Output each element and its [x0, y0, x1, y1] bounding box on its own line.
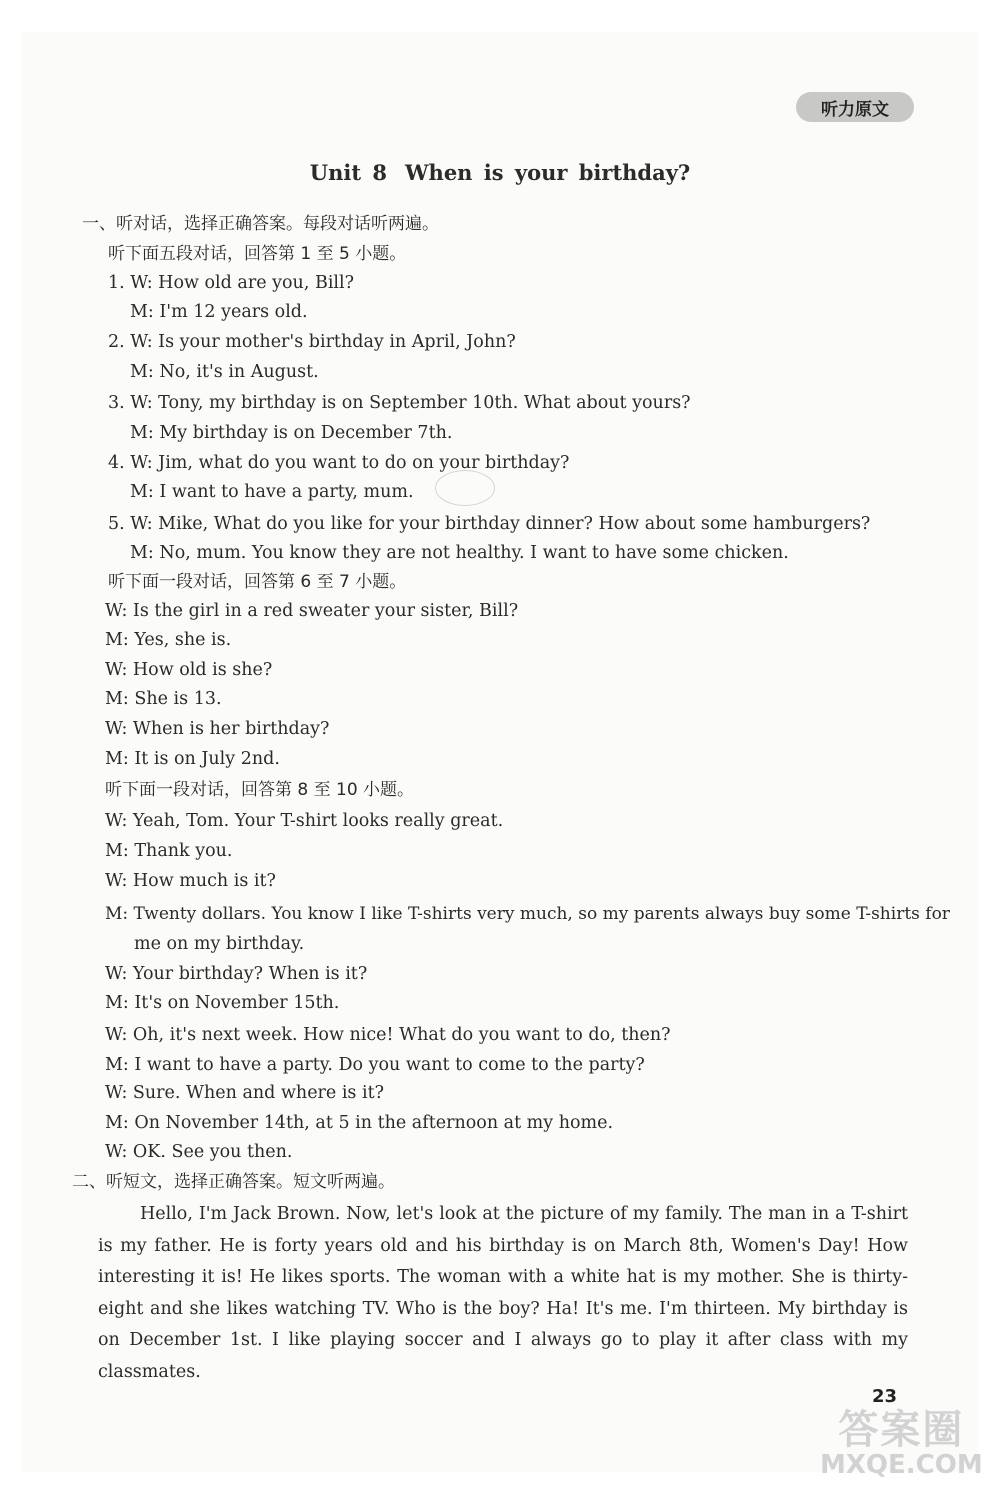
unit-title: When is your birthday? [404, 160, 691, 185]
dialogue-line: 1. W: How old are you, Bill? [108, 273, 354, 293]
header-tab-label: 听力原文 [821, 99, 889, 120]
section2-heading: 二、听短文，选择正确答案。短文听两遍。 [72, 1172, 395, 1192]
dialogue-line: M: I want to have a party. Do you want to come to the party? [105, 1055, 645, 1075]
dialogue-line: 3. W: Tony, my birthday is on September 10th. What about yours? [108, 393, 691, 413]
passage: Hello, I'm Jack Brown. Now, let's look at the picture of my family. The man in a T-shirt is my father. He is forty years old and his birthday is on March 8th, Women's Day! How interesting it is! He likes sports. The woman with a white hat is my mother. She is thirty-eight and she likes watching TV. Who is the boy? Ha! It's me. I'm thirteen. My birthday is on December 1st. I like playing soccer and I always go to play it after class with my classmates. [98, 1204, 908, 1382]
dialogue-line: 5. W: Mike, What do you like for your birthday dinner? How about some hamburgers? [108, 514, 871, 534]
dialogue-line: M: My birthday is on December 7th. [130, 423, 453, 443]
dialogue-line: M: It is on July 2nd. [105, 749, 280, 769]
page-title [0, 160, 1000, 185]
unit-label: Unit 8 [309, 160, 387, 185]
dialogue-line: W: Sure. When and where is it? [105, 1083, 384, 1103]
dialogue-line: M: I want to have a party, mum. [130, 482, 414, 502]
dialogue-line: W: Oh, it's next week. How nice! What do you want to do, then? [105, 1025, 671, 1045]
page-number: 23 [872, 1386, 898, 1407]
watermark-line1: 答案圈 [838, 1407, 965, 1453]
dialogue-line: 4. W: Jim, what do you want to do on your birthday? [108, 453, 570, 473]
dialogue-line: W: Yeah, Tom. Your T-shirt looks really great. [105, 811, 504, 831]
dialogue-line: M: I'm 12 years old. [130, 302, 308, 322]
dialogue-line: M: No, it's in August. [130, 362, 319, 382]
watermark [820, 1407, 983, 1480]
dialogue-line: M: Thank you. [105, 841, 233, 861]
dialogue-line: M: No, mum. You know they are not healthy. I want to have some chicken. [130, 543, 789, 563]
dialogue-line: W: How much is it? [105, 871, 276, 891]
dialogue-line: M: Twenty dollars. You know I like T-shirts very much, so my parents always buy some T-shirts for [105, 904, 950, 924]
dialogue-line: M: It's on November 15th. [105, 993, 340, 1013]
dialogue-line: W: How old is she? [105, 660, 273, 680]
dialogue-line: W: Is the girl in a red sweater your sister, Bill? [105, 601, 519, 621]
dialogue-line: M: On November 14th, at 5 in the afternoon at my home. [105, 1113, 614, 1133]
dialogue-line: W: OK. See you then. [105, 1142, 293, 1162]
group1-intro: 听下面五段对话，回答第 1 至 5 小题。 [108, 244, 407, 264]
dialogue-line: M: She is 13. [105, 689, 222, 709]
group3-intro: 听下面一段对话，回答第 8 至 10 小题。 [105, 780, 415, 800]
dialogue-line: M: Yes, she is. [105, 630, 232, 650]
dialogue-line: me on my birthday. [134, 934, 305, 954]
stamp-mark [435, 470, 495, 506]
dialogue-line: 2. W: Is your mother's birthday in April, John? [108, 332, 516, 352]
dialogue-line: W: When is her birthday? [105, 719, 330, 739]
watermark-line2: MXQE.COM [820, 1450, 983, 1480]
group2-intro: 听下面一段对话，回答第 6 至 7 小题。 [108, 572, 407, 592]
dialogue-line: W: Your birthday? When is it? [105, 964, 368, 984]
section1-heading: 一、听对话，选择正确答案。每段对话听两遍。 [82, 214, 439, 234]
header-tab [796, 92, 914, 122]
